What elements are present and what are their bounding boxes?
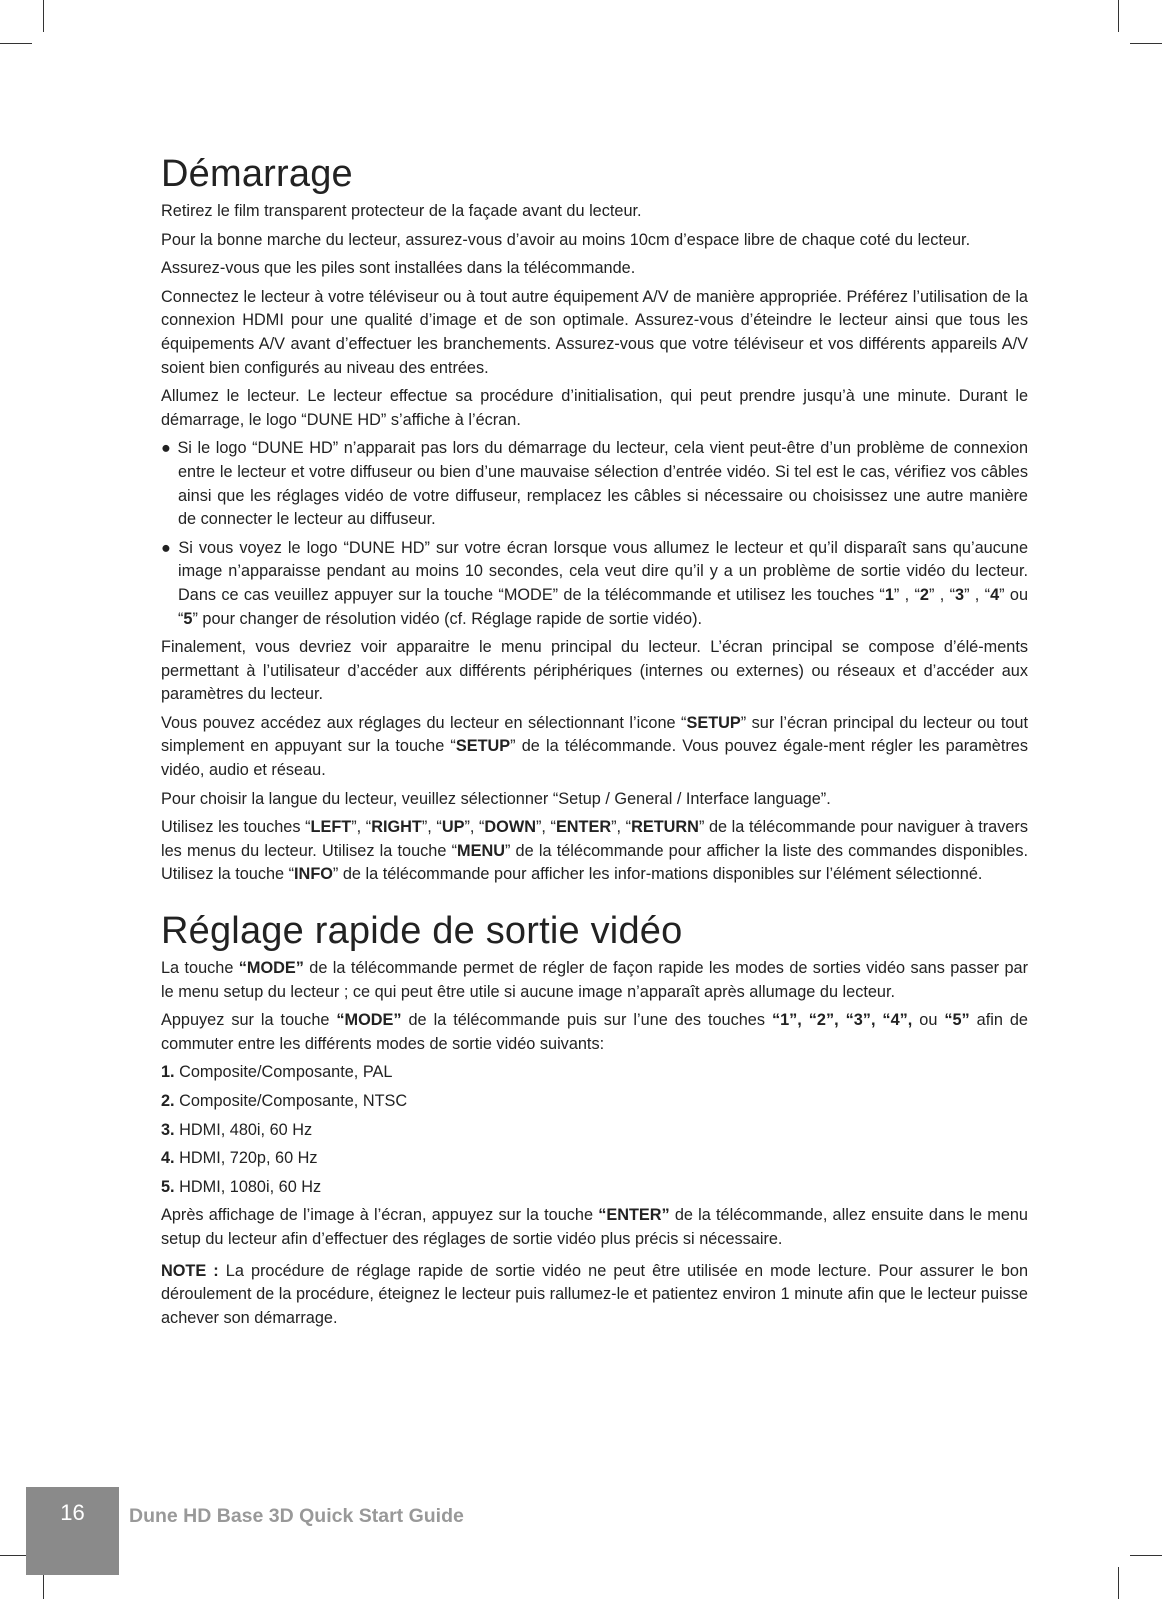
- section-title-demarrage: Démarrage: [161, 153, 353, 195]
- paragraph: Après affichage de l’image à l’écran, appuyez sur la touche “ENTER” de la télécommande, allez ensuite dans le menu setup du lecteur afin d’effectuer des réglages de sortie vidéo plus précis si nécessaire.: [161, 1206, 1028, 1248]
- note-paragraph: NOTE : La procédure de réglage rapide de sortie vidéo ne peut être utilisée en mode lecture. Pour assurer le bon déroulement de la procédure, éteignez le lecteur puis rallumez-le et patientez environ 1 minute afin que le lecteur puisse achever son démarrage.: [161, 1261, 1028, 1327]
- crop-mark: [1118, 0, 1119, 32]
- paragraph: Vous pouvez accédez aux réglages du lecteur en sélectionnant l’icone “SETUP” sur l’écran principal du lecteur ou tout simplement en appuyant sur la touche “SETUP” de la télécommande. Vous pouvez égale-ment régler les paramètres vidéo, audio et réseau.: [161, 713, 1028, 780]
- paragraph: La touche “MODE” de la télécommande permet de régler de façon rapide les modes de sorties vidéo sans passer par le menu setup du lecteur ; ce qui peut être utile si aucune image n’apparaît après allumage du lecteur.: [161, 959, 1029, 1001]
- bullet-item: ● Si vous voyez le logo “DUNE HD” sur votre écran lorsque vous allumez le lecteur et qu’il disparaît sans qu’aucune image n’apparaisse pendant au moins 10 secondes, cela veut dire qu’il y a un problème de sortie vidéo du lecteur. Dans ce cas veuillez appuyer sur la touche “MODE” de la télécommande et utilisez les touches “1” , “2” , “3” , “4” ou “5” pour changer de résolution vidéo (cf. Réglage rapide de sortie vidéo).: [161, 538, 1028, 628]
- page-number: 16: [60, 1500, 85, 1525]
- paragraph: Finalement, vous devriez voir apparaitre le menu principal du lecteur. L’écran principal se compose d’élé-ments permettant à l’utilisateur d’accéder aux différents périphériques (internes ou externes) ou réseaux et d’accéder aux paramètres du lecteur.: [161, 638, 1028, 704]
- bullet-item: ● Si le logo “DUNE HD” n’apparait pas lors du démarrage du lecteur, cela vient peut-être d’un problème de connexion entre le lecteur et votre diffuseur ou bien d’une mauvaise sélection d’entrée vidéo. Si tel est le cas, vérifiez vos câbles ainsi que les réglages vidéo de votre diffuseur, remplacez les câbles si nécessaire ou choisissez une autre manière de connecter le lecteur au diffuseur.: [161, 439, 1028, 529]
- paragraph: Connectez le lecteur à votre téléviseur ou à tout autre équipement A/V de manière appropriée. Préférez l’utilisation de la connexion HDMI pour une qualité d’image et de son optimale. Assurez-vous d’éteindre le lecteur ainsi que tous les équipements A/V avant d’effectuer les branchements. Assurez-vous que votre téléviseur et vos différents appareils A/V soient bien configurés au niveau des entrées.: [161, 287, 1028, 377]
- paragraph: Appuyez sur la touche “MODE” de la télécommande puis sur l’une des touches “1”, “2”, “3”, “4”, ou “5” afin de commuter entre les différents modes de sortie vidéo suivants:: [161, 1011, 1028, 1053]
- paragraph: Pour la bonne marche du lecteur, assurez-vous d’avoir au moins 10cm d’espace libre de chaque coté du lecteur.: [161, 230, 971, 249]
- paragraph: Allumez le lecteur. Le lecteur effectue sa procédure d’initialisation, qui peut prendre jusqu’à une minute. Durant le démarrage, le logo “DUNE HD” s’affiche à l’écran.: [161, 387, 1028, 429]
- mode-list-item: 4. HDMI, 720p, 60 Hz: [161, 1149, 318, 1168]
- mode-list-item: 1. Composite/Composante, PAL: [161, 1063, 393, 1082]
- paragraph: Retirez le film transparent protecteur de la façade avant du lecteur.: [161, 202, 642, 220]
- crop-mark: [0, 43, 32, 44]
- paragraph: Utilisez les touches “LEFT”, “RIGHT”, “UP”, “DOWN”, “ENTER”, “RETURN” de la télécommande pour naviguer à travers les menus du lecteur. Utilisez la touche “MENU” de la télécommande pour afficher la liste des commandes disponibles. Utilisez la touche “INFO” de la télécommande pour afficher les infor-mations disponibles sur l’élément sélectionné.: [161, 818, 1028, 884]
- mode-list-item: 5. HDMI, 1080i, 60 Hz: [161, 1177, 322, 1196]
- crop-mark: [1130, 43, 1162, 44]
- crop-mark: [1130, 1555, 1162, 1556]
- crop-mark: [43, 0, 44, 32]
- paragraph: Pour choisir la langue du lecteur, veuillez sélectionner “Setup / General / Interface language”.: [161, 789, 831, 808]
- paragraph: Assurez-vous que les piles sont installées dans la télécommande.: [161, 259, 636, 278]
- crop-mark: [1118, 1567, 1119, 1599]
- section-title-reglage: Réglage rapide de sortie vidéo: [161, 910, 683, 953]
- mode-list-item: 2. Composite/Composante, NTSC: [161, 1092, 408, 1110]
- footer-guide-title: Dune HD Base 3D Quick Start Guide: [129, 1505, 464, 1527]
- page-content: [161, 152, 1028, 1335]
- mode-list-item: 3. HDMI, 480i, 60 Hz: [161, 1120, 313, 1139]
